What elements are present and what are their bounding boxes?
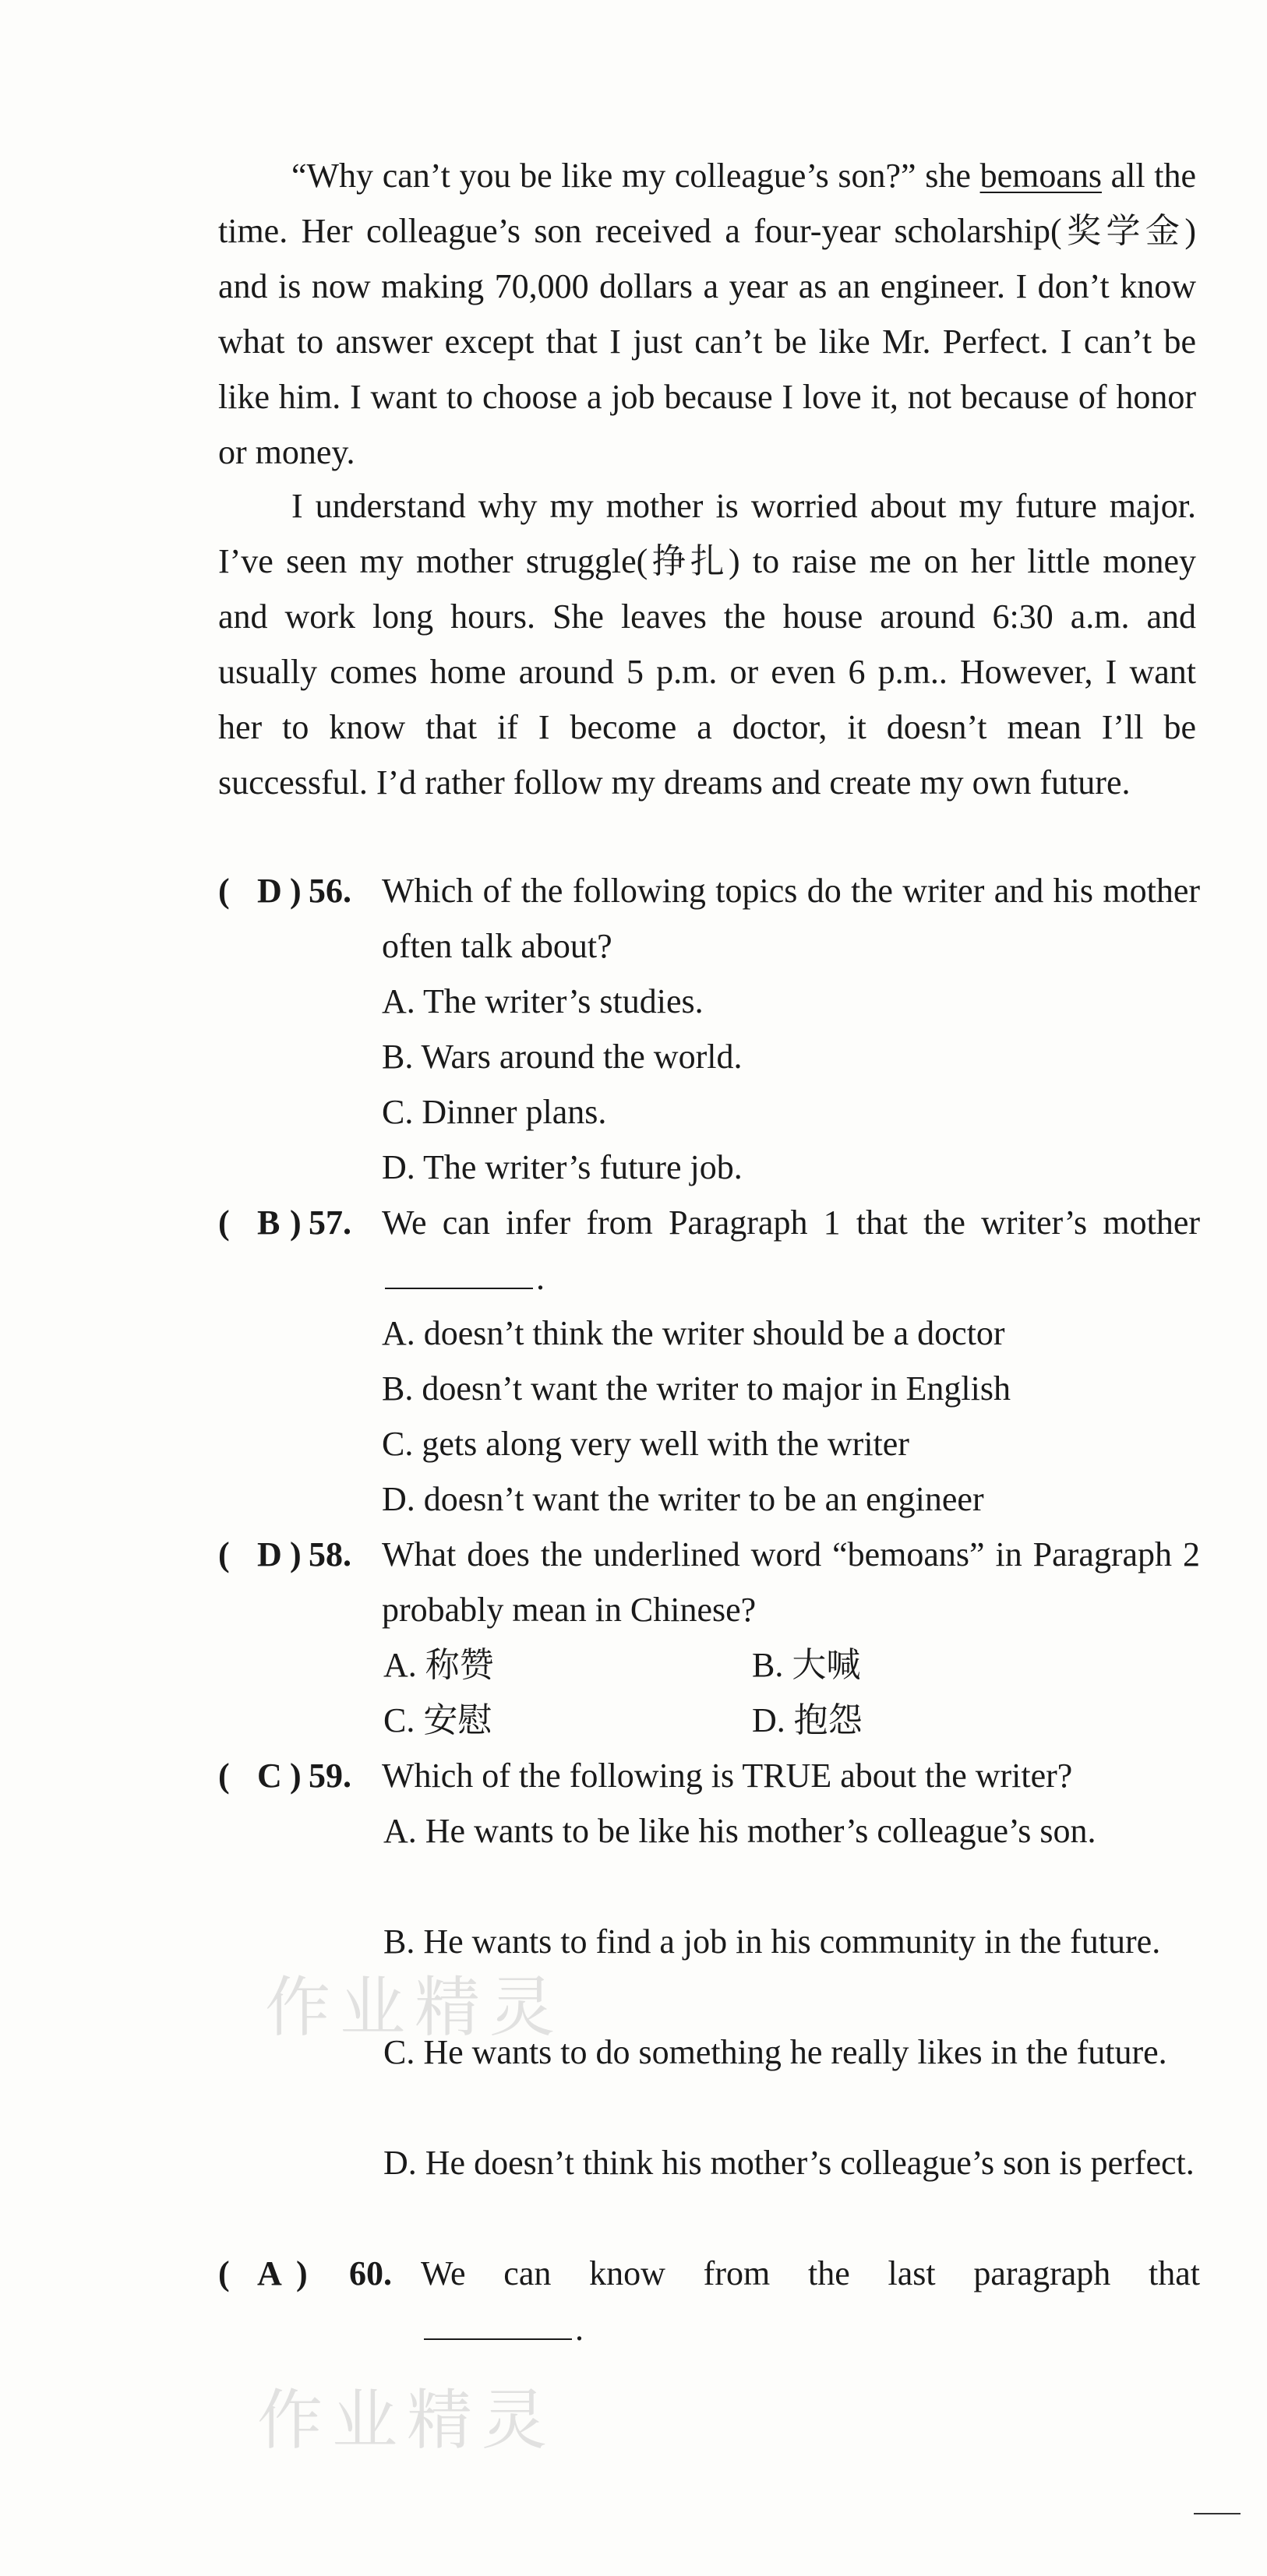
question-number: 60.: [349, 2254, 392, 2292]
passage-paragraph-1: [218, 148, 1196, 480]
stem-before-blank: We can infer from Paragraph 1 that the writer’s mother: [382, 1203, 1200, 1242]
option-59-a: [383, 1803, 1198, 1859]
p1-rest-text: all the time. Her colleague’s son received a four-year scholarship(奖学金) and is now making 70,000 dollars a year as an engineer. I don’t know what to answer except that I just can’t be like Mr. Perfect. I can’t be like him. I want to choose a job because I love it, not because of honor or money.: [218, 157, 1197, 471]
option-57-a: A. doesn’t think the writer should be a doctor: [382, 1314, 1005, 1352]
answer-blank: [385, 1261, 533, 1289]
option-59-d: [383, 2135, 1198, 2190]
question-number: 57.: [309, 1203, 351, 1242]
answer-letter: D: [257, 872, 282, 910]
question-stem: Which of the following is TRUE about the writer?: [382, 1757, 1073, 1795]
question-60-blank-line: [421, 2301, 584, 2356]
option-59-a-text: A. He wants to be like his mother’s colleague’s son.: [383, 1812, 1096, 1850]
question-number: 59.: [309, 1757, 351, 1795]
underlined-word-bemoans: bemoans: [979, 157, 1102, 195]
option-56-d: D. The writer’s future job.: [382, 1148, 743, 1186]
question-stem: [382, 1195, 1200, 1306]
question-stem: Which of the following topics do the writer and his mother often talk about?: [382, 872, 1200, 965]
question-number: 58.: [309, 1535, 351, 1573]
option-58-d: D. 抱怨: [752, 1701, 863, 1739]
watermark-logo: 作业精灵: [257, 2382, 557, 2458]
option-58-c: C. 安慰: [383, 1701, 492, 1739]
answer-letter: D: [257, 1535, 282, 1573]
option-57-d: D. doesn’t want the writer to be an engineer: [382, 1480, 984, 1518]
answer-letter: A: [257, 2254, 282, 2292]
option-56-a: A. The writer’s studies.: [382, 982, 704, 1020]
option-57-c: C. gets along very well with the writer: [382, 1425, 909, 1463]
question-number: 56.: [309, 872, 351, 910]
answer-letter: B: [257, 1203, 281, 1242]
answer-letter: C: [257, 1757, 282, 1795]
page-edge-dash: [1194, 2513, 1241, 2514]
option-58-b: B. 大喊: [752, 1646, 861, 1684]
option-59-c-text: C. He wants to do something he really likes in the future.: [383, 2033, 1167, 2071]
answer-blank: [424, 2312, 572, 2340]
option-59-b-text: B. He wants to find a job in his community in the future.: [383, 1922, 1161, 1961]
stem-after-blank: .: [575, 2310, 584, 2348]
watermark-logo: 作业精灵: [265, 1969, 565, 2046]
question-stem: What does the underlined word “bemoans” in Paragraph 2 probably mean in Chinese?: [382, 1535, 1200, 1629]
option-56-c: C. Dinner plans.: [382, 1093, 607, 1131]
option-56-b: B. Wars around the world.: [382, 1038, 743, 1076]
passage-paragraph-2: [218, 478, 1196, 810]
option-59-d-text: D. He doesn’t think his mother’s colleague’s son is perfect.: [383, 2144, 1195, 2182]
option-57-b: B. doesn’t want the writer to major in English: [382, 1369, 1011, 1408]
question-stem: We can know from the last paragraph that: [421, 2254, 1200, 2292]
worksheet-page: “Why can’t you be like my colleague’s son?” she bemoans all the time. Her colleague’s son received a four-year scholarship(奖学金) and is now making 70,000 dollars a year as an engineer. I don’t know what to answer except that I just can’t be like Mr. Perfect. I can’t be like him. I want to choose a job because I love it, not because of honor or money. I understand why my mother is worried about my future major. I’ve seen my mother struggle(挣扎) to raise me on her little money and work long hours. She leaves the house around 6:30 a.m. and usually comes home around 5 p.m. or even 6 p.m.. However, I want her to know that if I become a doctor, it doesn’t mean I’ll be successful. I’d rather follow my dreams and create my own future. ( D ) 56. Which of the following topics do the writer and his mother often talk about? A. The writer’s studies. B. Wars around the world. C. Dinner plans. D. The writer’s future job. ( B ) 57. We can infer from Paragraph 1 that the writer’s mother . A. doesn’t think the writer should be a doctor B. doesn’t want the writer to major in English C. gets along very well with the writer D. doesn’t want the writer to be an engineer ( D ) 58. What does the underlined word “bemoans” in Paragraph 2 probably mean in Chinese? A. 称赞 B. 大喊 C. 安慰 D. 抱怨 ( C ) 59. Which of the following is TRUE about the writer? A. He wants to be like his mother’s colleague’s son. B. He wants to find a job in his community in the future. C. He wants to do something he really likes in the future. D. He doesn’t think his mother’s colleague’s son is perfect. ( A ) 60. We can know from the last paragraph that . 作业精灵 作业精灵: [0, 0, 1267, 2576]
p2-text: I understand why my mother is worried about my future major. I’ve seen my mother struggle(挣扎) to raise me on her little money and work long hours. She leaves the house around 6:30 a.m. and usually comes home around 5 p.m. or even 6 p.m.. However, I want her to know that if I become a doctor, it doesn’t mean I’ll be successful. I’d rather follow my dreams and create my own future.: [218, 487, 1196, 802]
p1-open-text: “Why can’t you be like my colleague’s son?” she: [291, 157, 980, 195]
option-58-a: A. 称赞: [383, 1646, 494, 1684]
stem-after-blank: .: [536, 1259, 545, 1297]
